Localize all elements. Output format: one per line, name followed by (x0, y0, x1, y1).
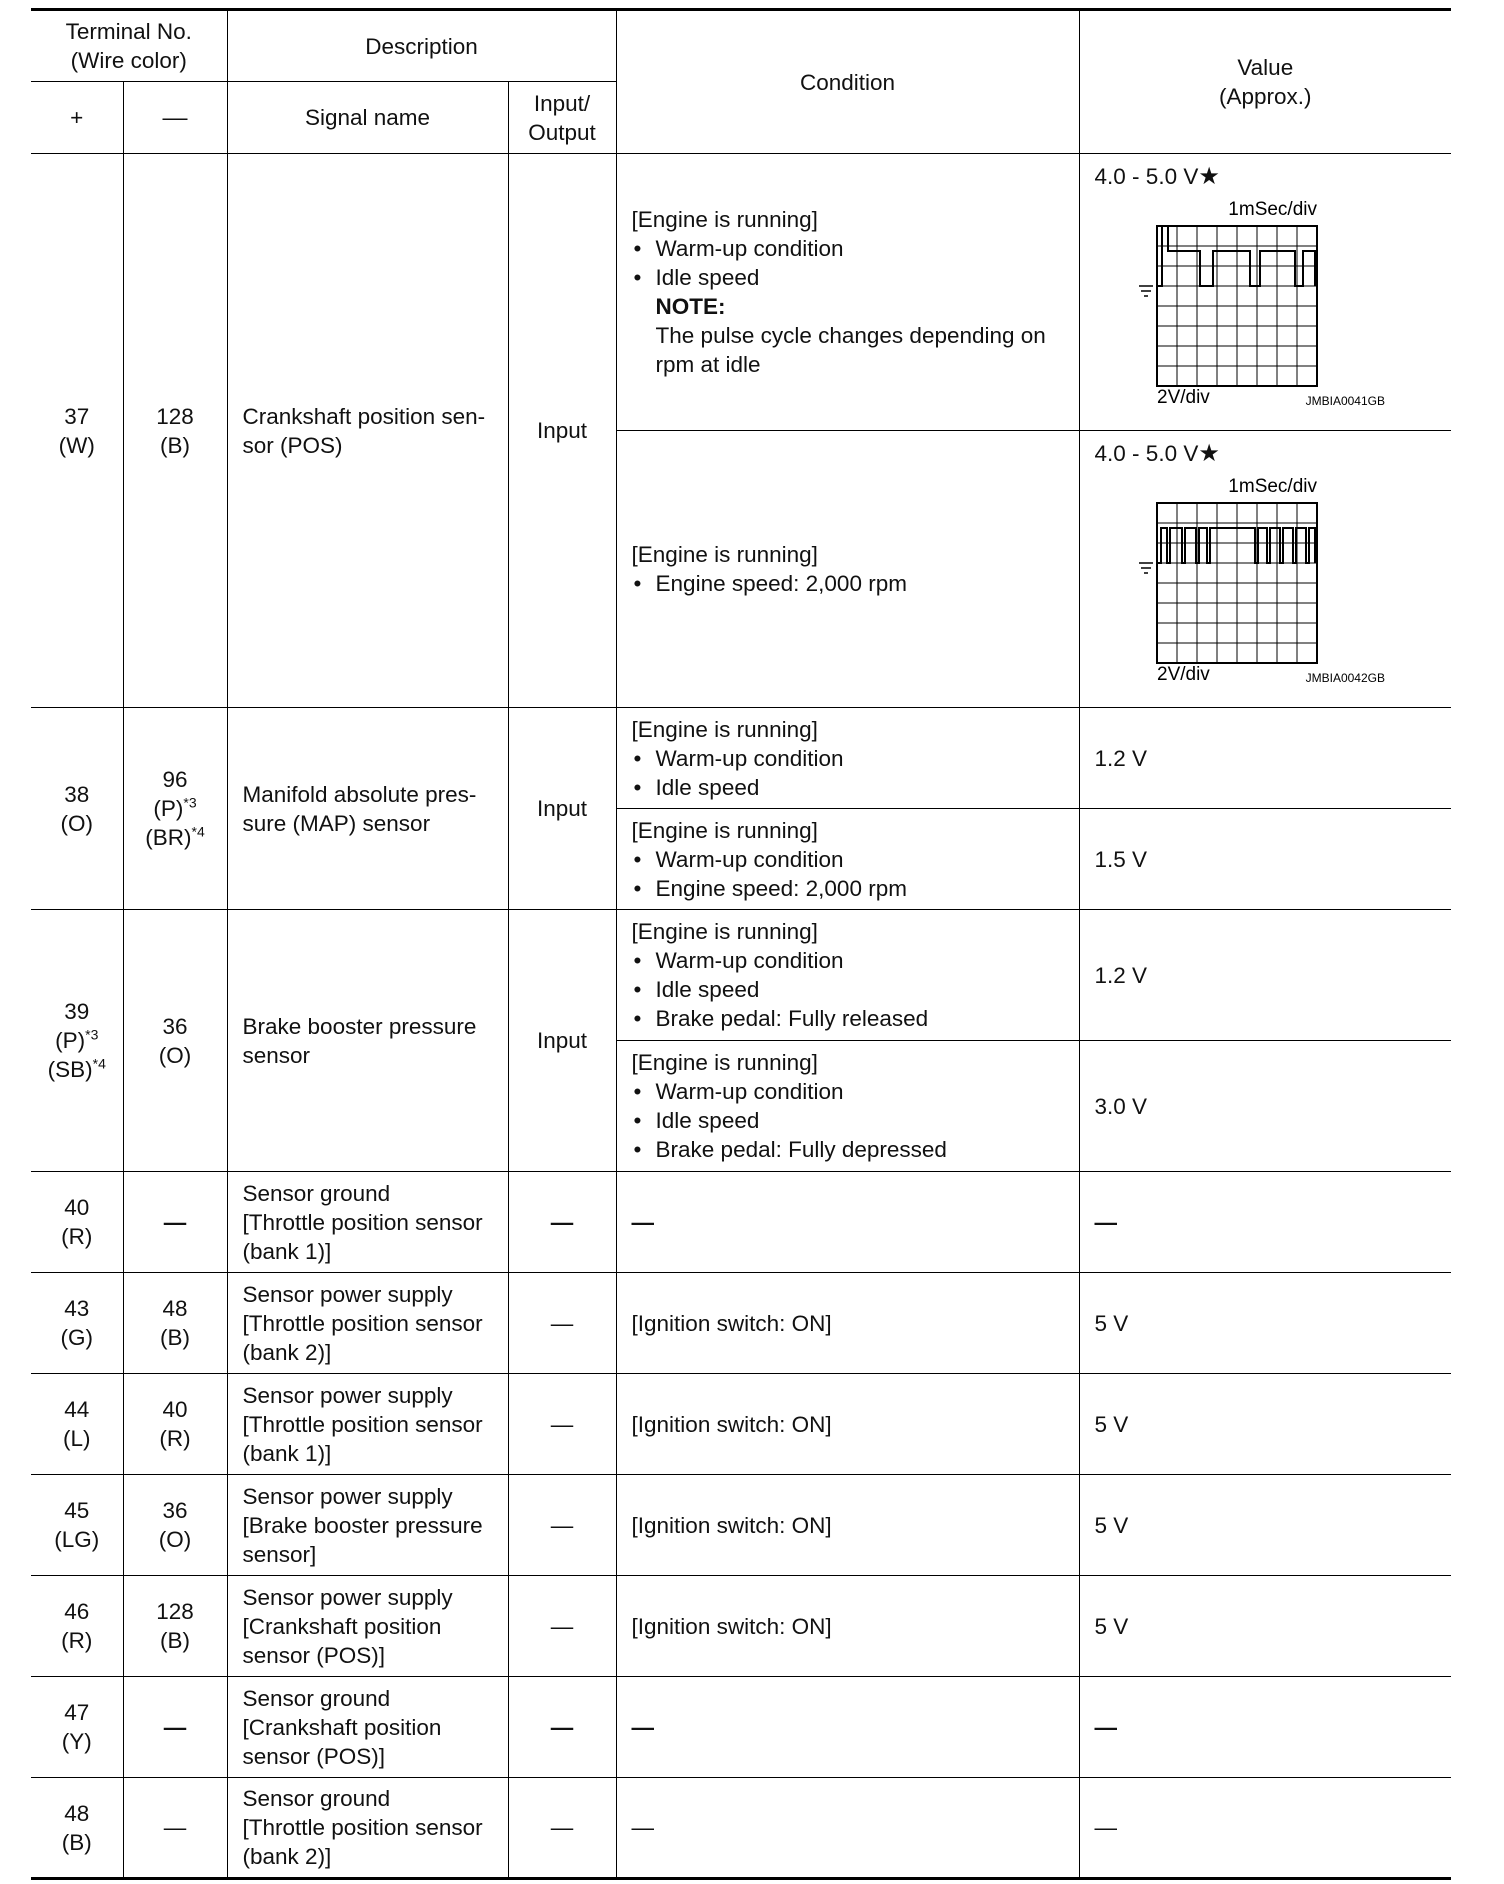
wire-color (46, 1055, 108, 1084)
terminal-number: 46 (64, 1599, 90, 1624)
signal-name (227, 1677, 508, 1778)
condition-cell: — (616, 1677, 1079, 1778)
header-minus: –– (123, 82, 227, 154)
value-line (1095, 439, 1437, 468)
header-input-label: Input/ (533, 90, 591, 116)
terminal-plus (31, 1273, 123, 1374)
terminal-number: 44 (64, 1397, 90, 1422)
scope-time-div: 1mSec/div (1227, 476, 1317, 497)
input-output: — (508, 1475, 616, 1576)
oscilloscope-waveform (1095, 191, 1395, 423)
signal-line: sensor (POS)] (242, 1743, 386, 1769)
signal-line: [Crankshaft position (242, 1613, 442, 1639)
terminal-number: 38 (64, 781, 90, 807)
terminal-number: 48 (162, 1296, 188, 1321)
value-cell: 5 V (1079, 1273, 1451, 1374)
header-wire-color-label: (Wire color) (70, 48, 187, 73)
signal-line: [Throttle position sensor (242, 1815, 483, 1840)
terminal-minus (123, 1576, 227, 1677)
condition-head: [Engine is running] (631, 542, 818, 567)
terminal-number: 128 (156, 403, 194, 429)
table-row (31, 708, 1451, 809)
ground-icon (1139, 286, 1153, 296)
signal-line: sor (POS) (242, 432, 343, 458)
input-output: Input (508, 154, 616, 708)
condition-cell: [Ignition switch: ON] (616, 1576, 1079, 1677)
table-row (31, 1677, 1451, 1778)
table-row (31, 1273, 1451, 1374)
condition-cell: [Ignition switch: ON] (616, 1374, 1079, 1475)
signal-name (227, 1778, 508, 1879)
table-row (31, 154, 1451, 431)
condition-cell: — (616, 1778, 1079, 1879)
signal-name (227, 910, 508, 1172)
input-output: — (508, 1778, 616, 1879)
wire-color: (B) (160, 1325, 190, 1350)
scope-time-div: 1mSec/div (1227, 199, 1317, 220)
header-condition: Condition (616, 10, 1079, 154)
signal-line: Sensor ground (242, 1786, 391, 1811)
condition-bullet: • Warm-up condition (632, 946, 1064, 975)
condition-note-text: rpm at idle (655, 352, 761, 377)
footnote-mark: *4 (92, 1055, 106, 1072)
header-plus: + (31, 82, 123, 154)
value-cell: — (1079, 1172, 1451, 1273)
terminal-number: 45 (64, 1498, 90, 1523)
star-icon: ★ (1198, 440, 1220, 467)
wire-color-text: (BR) (145, 825, 192, 850)
condition-cell (616, 708, 1079, 809)
terminal-plus (31, 708, 123, 910)
condition-cell (616, 910, 1079, 1041)
signal-name (227, 1273, 508, 1374)
condition-head: [Engine is running] (631, 207, 818, 232)
signal-line: (bank 1)] (242, 1440, 332, 1466)
signal-line: sensor (POS)] (242, 1642, 386, 1668)
condition-bullet: • Idle speed (632, 1106, 1064, 1135)
value-cell: — (1079, 1677, 1451, 1778)
terminal-minus (123, 1374, 227, 1475)
input-output: Input (508, 708, 616, 910)
condition-bullet: • Engine speed: 2,000 rpm (632, 874, 1064, 903)
terminal-minus (123, 708, 227, 910)
condition-cell (616, 1041, 1079, 1172)
value-cell: 1.5 V (1079, 809, 1451, 910)
condition-cell: — (616, 1172, 1079, 1273)
table-row (31, 1374, 1451, 1475)
condition-cell: [Ignition switch: ON] (616, 1273, 1079, 1374)
terminal-minus: — (123, 1778, 227, 1879)
wire-color: (G) (60, 1325, 93, 1350)
value-cell: 1.2 V (1079, 910, 1451, 1041)
terminal-number: 128 (156, 1599, 194, 1624)
terminal-number: 39 (64, 999, 90, 1024)
value-cell: 1.2 V (1079, 708, 1451, 809)
terminal-plus (31, 1778, 123, 1879)
wire-color: (L) (63, 1426, 91, 1451)
terminal-number: 36 (162, 1498, 188, 1523)
signal-line: Sensor power supply (242, 1483, 453, 1509)
condition-note-label: NOTE: (655, 294, 726, 319)
wire-color: (B) (160, 432, 190, 458)
terminal-plus (31, 154, 123, 708)
terminal-plus (31, 1172, 123, 1273)
terminal-number: 40 (162, 1397, 188, 1422)
condition-bullet: • Brake pedal: Fully released (632, 1004, 1064, 1033)
wire-color (46, 1026, 108, 1055)
condition-bullet: • Warm-up condition (632, 1077, 1064, 1106)
signal-name (227, 1475, 508, 1576)
figure-code: JMBIA0042GB (1305, 671, 1385, 685)
condition-head: [Engine is running] (631, 1050, 818, 1075)
terminal-minus (123, 910, 227, 1172)
table-row (31, 1172, 1451, 1273)
input-output: — (508, 1677, 616, 1778)
signal-line: (bank 1)] (242, 1238, 332, 1264)
signal-line: (bank 2)] (242, 1844, 332, 1869)
wire-color: (LG) (54, 1527, 100, 1552)
scope-trace (1157, 528, 1315, 563)
condition-bullet: • Engine speed: 2,000 rpm (632, 569, 1064, 598)
terminal-number: 37 (64, 403, 90, 429)
condition-bullet: • Idle speed (632, 773, 1064, 802)
terminal-plus (31, 1475, 123, 1576)
signal-name (227, 1374, 508, 1475)
terminal-plus (31, 1576, 123, 1677)
terminal-number: 48 (64, 1800, 90, 1826)
value-line (1095, 162, 1437, 191)
input-output: — (508, 1273, 616, 1374)
terminal-minus: — (123, 1172, 227, 1273)
value-text: 4.0 - 5.0 V (1094, 441, 1199, 466)
table-row (31, 1576, 1451, 1677)
terminal-number: 36 (162, 1013, 188, 1039)
terminal-minus (123, 1273, 227, 1374)
scope-volt-div: 2V/div (1156, 664, 1210, 685)
header-output-label: Output (528, 119, 596, 145)
header-terminal-label: Terminal No. (65, 19, 192, 44)
signal-line: (bank 2)] (242, 1339, 332, 1365)
wire-color (139, 794, 212, 823)
oscilloscope-waveform (1095, 468, 1395, 700)
header-signal-name: Signal name (227, 82, 508, 154)
wire-color: (Y) (61, 1729, 92, 1754)
signal-line: sensor (242, 1042, 311, 1068)
value-cell: 5 V (1079, 1374, 1451, 1475)
value-cell (1079, 431, 1451, 708)
condition-bullet: • Idle speed (632, 975, 1064, 1004)
header-value (1079, 10, 1451, 154)
terminal-number: 43 (64, 1296, 90, 1321)
condition-cell (616, 154, 1079, 431)
condition-head: [Engine is running] (631, 817, 818, 843)
terminal-plus (31, 1677, 123, 1778)
wire-color: (W) (58, 432, 95, 458)
header-value-label: Value (1237, 55, 1294, 80)
condition-cell (616, 431, 1079, 708)
value-cell: 5 V (1079, 1576, 1451, 1677)
condition-cell: [Ignition switch: ON] (616, 1475, 1079, 1576)
wire-color: (R) (61, 1224, 93, 1249)
signal-name (227, 154, 508, 708)
input-output: — (508, 1374, 616, 1475)
terminal-number: 47 (64, 1700, 90, 1725)
wire-color-text: (SB) (47, 1057, 93, 1082)
footnote-mark: *3 (85, 1026, 99, 1043)
ground-icon (1139, 563, 1153, 573)
value-cell: 5 V (1079, 1475, 1451, 1576)
terminal-minus (123, 154, 227, 708)
condition-bullet: • Warm-up condition (632, 744, 1064, 773)
footnote-mark: *4 (191, 823, 205, 840)
terminal-minus: — (123, 1677, 227, 1778)
condition-head: [Engine is running] (631, 716, 818, 742)
terminal-minus (123, 1475, 227, 1576)
condition-head: [Engine is running] (631, 919, 818, 944)
condition-cell (616, 809, 1079, 910)
figure-code: JMBIA0041GB (1305, 394, 1385, 408)
signal-line: [Throttle position sensor (242, 1411, 483, 1437)
wire-color: (B) (160, 1628, 190, 1653)
value-text: 4.0 - 5.0 V (1094, 164, 1199, 189)
header-input-output (508, 82, 616, 154)
terminal-table (31, 8, 1451, 1880)
terminal-plus (31, 1374, 123, 1475)
wire-color: (R) (159, 1426, 191, 1451)
signal-name (227, 1172, 508, 1273)
signal-line: [Throttle position sensor (242, 1209, 483, 1235)
input-output: — (508, 1172, 616, 1273)
signal-line: sure (MAP) sensor (242, 810, 431, 836)
signal-line: Sensor power supply (242, 1281, 453, 1307)
signal-line: sensor] (242, 1541, 317, 1567)
table-row (31, 1475, 1451, 1576)
signal-line: Manifold absolute pres- (242, 781, 477, 807)
condition-note-text: The pulse cycle changes depending on (655, 323, 1046, 348)
signal-line: [Throttle position sensor (242, 1310, 483, 1336)
table-row (31, 910, 1451, 1041)
wire-color: (R) (61, 1628, 93, 1653)
value-cell (1079, 154, 1451, 431)
star-icon: ★ (1198, 163, 1220, 190)
condition-bullet: • Warm-up condition (632, 845, 1064, 874)
signal-line: Crankshaft position sen- (242, 403, 486, 429)
terminal-table-page (31, 8, 1451, 1882)
condition-bullet: • Idle speed (632, 263, 1064, 292)
condition-bullet: • Brake pedal: Fully depressed (632, 1135, 1064, 1164)
wire-color-text: (P) (153, 796, 184, 821)
header-description: Description (227, 10, 616, 82)
wire-color: (B) (61, 1829, 92, 1855)
header-approx-label: (Approx.) (1219, 84, 1312, 109)
signal-name (227, 708, 508, 910)
signal-line: Sensor power supply (242, 1584, 453, 1610)
wire-color: (O) (158, 1527, 192, 1552)
signal-name (227, 1576, 508, 1677)
value-cell: 3.0 V (1079, 1041, 1451, 1172)
value-cell: — (1079, 1778, 1451, 1879)
header-terminal (31, 10, 227, 82)
scope-volt-div: 2V/div (1156, 387, 1210, 408)
wire-color-text: (P) (55, 1028, 86, 1053)
signal-line: Sensor ground (242, 1685, 391, 1711)
wire-color (139, 823, 212, 852)
footnote-mark: *3 (183, 794, 197, 811)
signal-line: [Crankshaft position (242, 1714, 442, 1740)
signal-line: Sensor power supply (242, 1382, 453, 1408)
input-output: — (508, 1576, 616, 1677)
signal-line: [Brake booster pressure (242, 1512, 483, 1538)
input-output: Input (508, 910, 616, 1172)
table-row (31, 1778, 1451, 1879)
wire-color: (O) (60, 810, 93, 836)
signal-line: Sensor ground (242, 1180, 391, 1206)
terminal-number: 96 (162, 767, 188, 792)
condition-bullet: • Warm-up condition (632, 234, 1064, 263)
terminal-plus (31, 910, 123, 1172)
scope-trace (1157, 226, 1315, 286)
terminal-number: 40 (64, 1195, 90, 1220)
signal-line: Brake booster pressure (242, 1013, 477, 1039)
wire-color: (O) (158, 1042, 192, 1068)
